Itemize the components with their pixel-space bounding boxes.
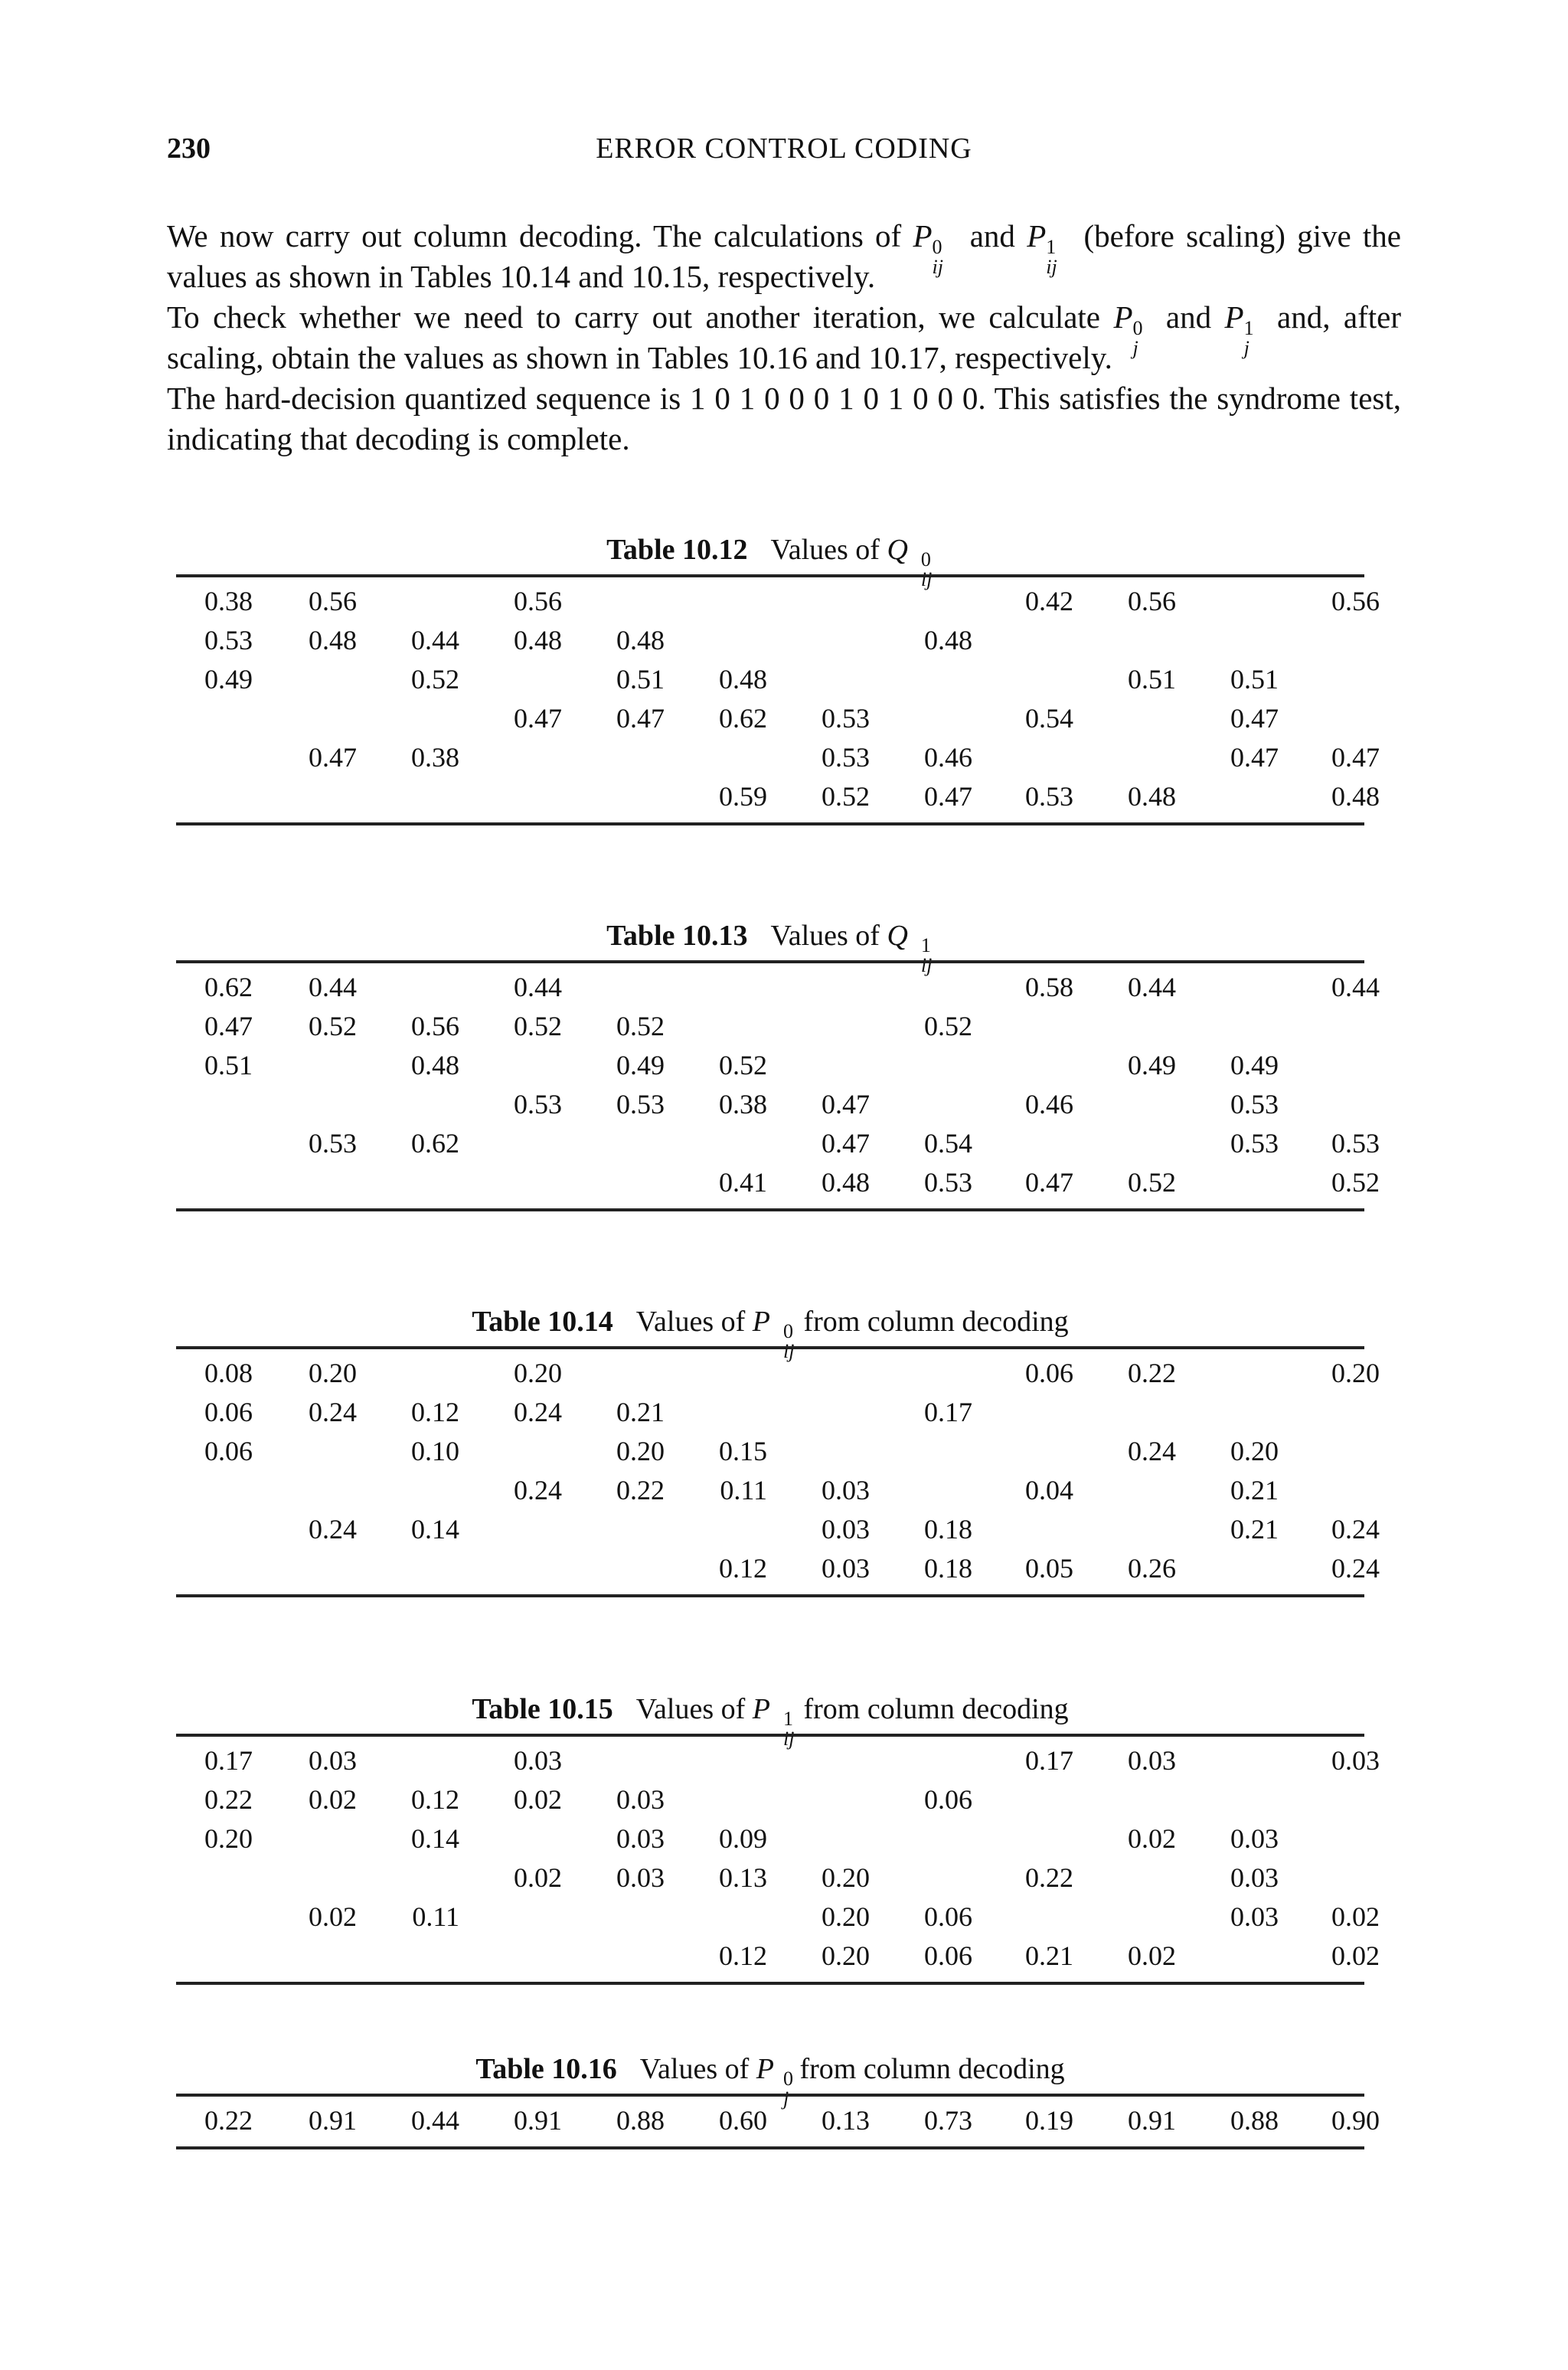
table-cell: 0.21 [616, 1397, 665, 1427]
table-row [176, 1780, 1364, 1819]
table-cell: 0.12 [411, 1784, 459, 1815]
table-cell: 0.48 [1331, 781, 1380, 812]
table-cell: 0.19 [1025, 2105, 1073, 2136]
table-title-prefix: Values of [635, 1306, 753, 1338]
table-row [176, 777, 1380, 816]
table-cell: 0.03 [616, 1823, 665, 1854]
table-row [176, 1898, 1380, 1937]
table-cell: 0.18 [924, 1553, 972, 1584]
table-cell: 0.04 [1025, 1475, 1073, 1505]
table-title-prefix: Values of [635, 1693, 753, 1725]
table-cell: 0.17 [1025, 1745, 1073, 1776]
table-row [176, 968, 1380, 1007]
table-cell: 0.22 [616, 1475, 665, 1505]
table-cell: 0.02 [1331, 1940, 1380, 1971]
table-row [176, 1432, 1364, 1471]
table-title-suffix: from column decoding [795, 1306, 1069, 1338]
table-cell: 0.20 [616, 1436, 665, 1466]
table-cell: 0.38 [411, 742, 459, 773]
table-cell: 0.52 [514, 1011, 562, 1041]
table-cell: 0.06 [204, 1397, 253, 1427]
table-cell: 0.53 [1025, 781, 1073, 812]
table-bottom-rule [176, 1208, 1364, 1211]
table-caption [176, 1302, 1364, 1362]
table-row [176, 621, 1364, 660]
table-symbol: P 0 j [756, 2053, 793, 2110]
table-cell: 0.24 [1331, 1514, 1380, 1545]
table-cell: 0.51 [616, 664, 665, 695]
table-caption [176, 916, 1364, 976]
paragraph-2 [167, 297, 1401, 378]
table-cell: 0.20 [1230, 1436, 1279, 1466]
table-caption [176, 530, 1364, 590]
table-body [176, 1737, 1380, 1982]
table-cell: 0.53 [822, 703, 870, 734]
table-cell: 0.53 [822, 742, 870, 773]
table-table-10-14 [176, 1302, 1380, 1597]
table-cell: 0.03 [822, 1553, 870, 1584]
table-bottom-rule [176, 1594, 1364, 1597]
table-cell: 0.22 [204, 1784, 253, 1815]
table-cell: 0.48 [924, 625, 972, 655]
table-cell: 0.53 [1230, 1128, 1279, 1159]
table-cell: 0.52 [616, 1011, 665, 1041]
table-cell: 0.44 [1331, 972, 1380, 1002]
table-cell: 0.21 [1025, 1940, 1073, 1971]
table-cell: 0.73 [924, 2105, 972, 2136]
table-cell: 0.52 [309, 1011, 357, 1041]
table-cell: 0.20 [822, 1901, 870, 1932]
table-cell: 0.21 [1230, 1475, 1279, 1505]
table-cell: 0.06 [204, 1436, 253, 1466]
table-cell: 0.51 [1128, 664, 1176, 695]
table-cell: 0.62 [204, 972, 253, 1002]
table-cell: 0.12 [719, 1553, 767, 1584]
table-cell: 0.47 [822, 1128, 870, 1159]
table-cell: 0.42 [1025, 586, 1073, 616]
table-cell: 0.13 [822, 2105, 870, 2136]
table-bottom-rule [176, 822, 1364, 825]
table-cell: 0.53 [616, 1089, 665, 1120]
table-row [176, 1163, 1380, 1202]
table-row [176, 1549, 1380, 1588]
table-cell: 0.51 [204, 1050, 253, 1080]
table-cell: 0.20 [822, 1862, 870, 1893]
table-cell: 0.21 [1230, 1514, 1279, 1545]
table-symbol: Q 0 ij [887, 534, 933, 590]
table-row [176, 1124, 1380, 1163]
table-bottom-rule [176, 1982, 1364, 1985]
table-cell: 0.48 [719, 664, 767, 695]
paragraph-2-text-b: and [1152, 299, 1225, 335]
table-cell: 0.47 [1230, 742, 1279, 773]
table-cell: 0.56 [514, 586, 562, 616]
table-cell: 0.03 [616, 1784, 665, 1815]
table-cell: 0.22 [204, 2105, 253, 2136]
table-row [176, 1471, 1364, 1510]
table-cell: 0.54 [924, 1128, 972, 1159]
table-cell: 0.59 [719, 781, 767, 812]
paragraph-2-text-c: and, after scaling, obtain the values as shown in Tables 10.16 and 10.17, respectively. [167, 299, 1401, 375]
table-cell: 0.48 [822, 1167, 870, 1198]
table-cell: 0.02 [1331, 1901, 1380, 1932]
table-cell: 0.44 [411, 2105, 459, 2136]
table-cell: 0.62 [719, 703, 767, 734]
table-cell: 0.90 [1331, 2105, 1380, 2136]
table-cell: 0.22 [1025, 1862, 1073, 1893]
table-cell: 0.53 [514, 1089, 562, 1120]
table-row [176, 1046, 1364, 1085]
table-cell: 0.11 [720, 1475, 767, 1505]
table-cell: 0.54 [1025, 703, 1073, 734]
table-cell: 0.24 [1128, 1436, 1176, 1466]
table-row [176, 2101, 1380, 2140]
table-cell: 0.38 [204, 586, 253, 616]
table-cell: 0.47 [616, 703, 665, 734]
table-label: Table 10.15 [472, 1693, 613, 1725]
table-cell: 0.47 [1331, 742, 1380, 773]
table-cell: 0.53 [309, 1128, 357, 1159]
table-cell: 0.56 [411, 1011, 459, 1041]
table-cell: 0.03 [309, 1745, 357, 1776]
table-row [176, 738, 1380, 777]
table-cell: 0.53 [924, 1167, 972, 1198]
paragraph-2-text-a: To check whether we need to carry out another iteration, we calculate [167, 299, 1114, 335]
table-cell: 0.49 [1230, 1050, 1279, 1080]
table-cell: 0.02 [514, 1862, 562, 1893]
table-cell: 0.14 [411, 1823, 459, 1854]
table-cell: 0.56 [1331, 586, 1380, 616]
table-cell: 0.52 [411, 664, 459, 695]
table-cell: 0.03 [1128, 1745, 1176, 1776]
table-cell: 0.53 [1230, 1089, 1279, 1120]
table-symbol: P 0 ij [752, 1306, 795, 1362]
paragraph-3: The hard-decision quantized sequence is 1 0 1 0 0 0 1 0 1 0 0 0. This satisfies the syndrome test, indicating that decoding is complete. [167, 381, 1401, 456]
table-title-prefix: Values of [770, 920, 887, 952]
table-cell: 0.24 [309, 1397, 357, 1427]
table-cell: 0.17 [204, 1745, 253, 1776]
table-cell: 0.24 [514, 1397, 562, 1427]
table-row [176, 660, 1364, 699]
table-table-10-12 [176, 530, 1380, 825]
table-cell: 0.03 [514, 1745, 562, 1776]
table-title-prefix: Values of [770, 534, 887, 566]
page-header [0, 132, 1568, 178]
table-row [176, 582, 1380, 621]
table-cell: 0.20 [514, 1358, 562, 1388]
table-cell: 0.24 [1331, 1553, 1380, 1584]
table-cell: 0.03 [1230, 1901, 1279, 1932]
table-cell: 0.03 [1230, 1862, 1279, 1893]
table-cell: 0.13 [719, 1862, 767, 1893]
table-label: Table 10.12 [606, 534, 748, 566]
table-cell: 0.05 [1025, 1553, 1073, 1584]
table-cell: 0.06 [924, 1784, 972, 1815]
table-cell: 0.88 [1230, 2105, 1279, 2136]
table-cell: 0.46 [1025, 1089, 1073, 1120]
table-symbol: Q 1 ij [887, 920, 933, 976]
table-cell: 0.03 [1230, 1823, 1279, 1854]
table-cell: 0.49 [1128, 1050, 1176, 1080]
paragraph-1-text-b: and [958, 218, 1027, 253]
paragraph-1 [167, 216, 1401, 297]
table-cell: 0.48 [514, 625, 562, 655]
table-row [176, 1085, 1364, 1124]
table-title-suffix: from column decoding [795, 1693, 1069, 1725]
table-row [176, 1007, 1364, 1046]
table-cell: 0.48 [309, 625, 357, 655]
table-cell: 0.58 [1025, 972, 1073, 1002]
table-cell: 0.02 [514, 1784, 562, 1815]
table-cell: 0.48 [1128, 781, 1176, 812]
table-cell: 0.09 [719, 1823, 767, 1854]
table-body [176, 577, 1380, 822]
table-cell: 0.47 [309, 742, 357, 773]
table-label: Table 10.13 [606, 920, 748, 952]
table-cell: 0.52 [822, 781, 870, 812]
table-cell: 0.03 [616, 1862, 665, 1893]
table-cell: 0.47 [1025, 1167, 1073, 1198]
table-cell: 0.91 [309, 2105, 357, 2136]
table-cell: 0.52 [1331, 1167, 1380, 1198]
table-cell: 0.02 [1128, 1823, 1176, 1854]
table-cell: 0.47 [514, 703, 562, 734]
symbol-p1j: P 1 j [1224, 299, 1254, 359]
table-cell: 0.11 [412, 1901, 459, 1932]
table-cell: 0.20 [1331, 1358, 1380, 1388]
table-row [176, 1354, 1380, 1393]
table-cell: 0.02 [1128, 1940, 1176, 1971]
table-cell: 0.06 [1025, 1358, 1073, 1388]
table-cell: 0.51 [1230, 664, 1279, 695]
table-cell: 0.17 [924, 1397, 972, 1427]
symbol-p0j: P 0 j [1113, 299, 1143, 359]
paragraph-1-text-c: (before scaling) give the values as shown in Tables 10.14 and 10.15, respectively. [167, 218, 1402, 294]
symbol-p0ij: P 0 ij [913, 218, 943, 278]
table-cell: 0.24 [514, 1475, 562, 1505]
table-row [176, 1741, 1380, 1780]
table-table-10-15 [176, 1689, 1380, 1985]
table-cell: 0.14 [411, 1514, 459, 1545]
table-cell: 0.03 [822, 1514, 870, 1545]
table-cell: 0.44 [1128, 972, 1176, 1002]
table-row [176, 1937, 1380, 1976]
table-cell: 0.91 [1128, 2105, 1176, 2136]
table-cell: 0.44 [411, 625, 459, 655]
table-body [176, 1349, 1380, 1594]
table-cell: 0.12 [411, 1397, 459, 1427]
table-cell: 0.38 [719, 1089, 767, 1120]
table-cell: 0.08 [204, 1358, 253, 1388]
table-cell: 0.20 [204, 1823, 253, 1854]
table-cell: 0.47 [204, 1011, 253, 1041]
table-label: Table 10.16 [475, 2053, 617, 2085]
table-cell: 0.91 [514, 2105, 562, 2136]
table-cell: 0.06 [924, 1901, 972, 1932]
table-cell: 0.88 [616, 2105, 665, 2136]
table-cell: 0.48 [411, 1050, 459, 1080]
table-cell: 0.44 [309, 972, 357, 1002]
table-label: Table 10.14 [472, 1306, 613, 1338]
table-body [176, 2097, 1380, 2146]
table-bottom-rule [176, 2146, 1364, 2149]
table-row [176, 1510, 1380, 1549]
table-body [176, 963, 1380, 1208]
table-title-prefix: Values of [639, 2053, 756, 2085]
table-cell: 0.49 [204, 664, 253, 695]
table-cell: 0.47 [1230, 703, 1279, 734]
table-cell: 0.18 [924, 1514, 972, 1545]
page-number: 230 [167, 132, 211, 165]
table-cell: 0.47 [822, 1089, 870, 1120]
table-caption [176, 2049, 1364, 2110]
table-row [176, 1858, 1364, 1898]
table-cell: 0.06 [924, 1940, 972, 1971]
table-caption [176, 1689, 1364, 1750]
table-cell: 0.02 [309, 1784, 357, 1815]
table-cell: 0.52 [924, 1011, 972, 1041]
table-cell: 0.15 [719, 1436, 767, 1466]
table-cell: 0.52 [719, 1050, 767, 1080]
table-cell: 0.03 [1331, 1745, 1380, 1776]
table-row [176, 699, 1364, 738]
table-table-10-13 [176, 916, 1380, 1211]
table-cell: 0.47 [924, 781, 972, 812]
table-cell: 0.20 [822, 1940, 870, 1971]
table-cell: 0.22 [1128, 1358, 1176, 1388]
table-cell: 0.41 [719, 1167, 767, 1198]
table-cell: 0.56 [1128, 586, 1176, 616]
table-cell: 0.56 [309, 586, 357, 616]
table-cell: 0.03 [822, 1475, 870, 1505]
running-head: ERROR CONTROL CODING [596, 132, 972, 165]
table-row [176, 1819, 1364, 1858]
table-cell: 0.46 [924, 742, 972, 773]
table-cell: 0.26 [1128, 1553, 1176, 1584]
table-cell: 0.53 [204, 625, 253, 655]
table-cell: 0.24 [309, 1514, 357, 1545]
body-text [167, 216, 1401, 459]
table-table-10-16 [176, 2049, 1380, 2149]
table-title-suffix: from column decoding [792, 2053, 1065, 2085]
table-row [176, 1393, 1364, 1432]
table-cell: 0.10 [411, 1436, 459, 1466]
table-symbol: P 1 ij [752, 1693, 795, 1750]
table-cell: 0.02 [309, 1901, 357, 1932]
table-cell: 0.12 [719, 1940, 767, 1971]
table-cell: 0.48 [616, 625, 665, 655]
table-cell: 0.49 [616, 1050, 665, 1080]
table-cell: 0.52 [1128, 1167, 1176, 1198]
table-cell: 0.62 [411, 1128, 459, 1159]
table-cell: 0.53 [1331, 1128, 1380, 1159]
paragraph-1-text-a: We now carry out column decoding. The calculations of [167, 218, 913, 253]
table-cell: 0.44 [514, 972, 562, 1002]
table-cell: 0.60 [719, 2105, 767, 2136]
table-cell: 0.20 [309, 1358, 357, 1388]
symbol-p1ij: P 1 ij [1027, 218, 1057, 278]
